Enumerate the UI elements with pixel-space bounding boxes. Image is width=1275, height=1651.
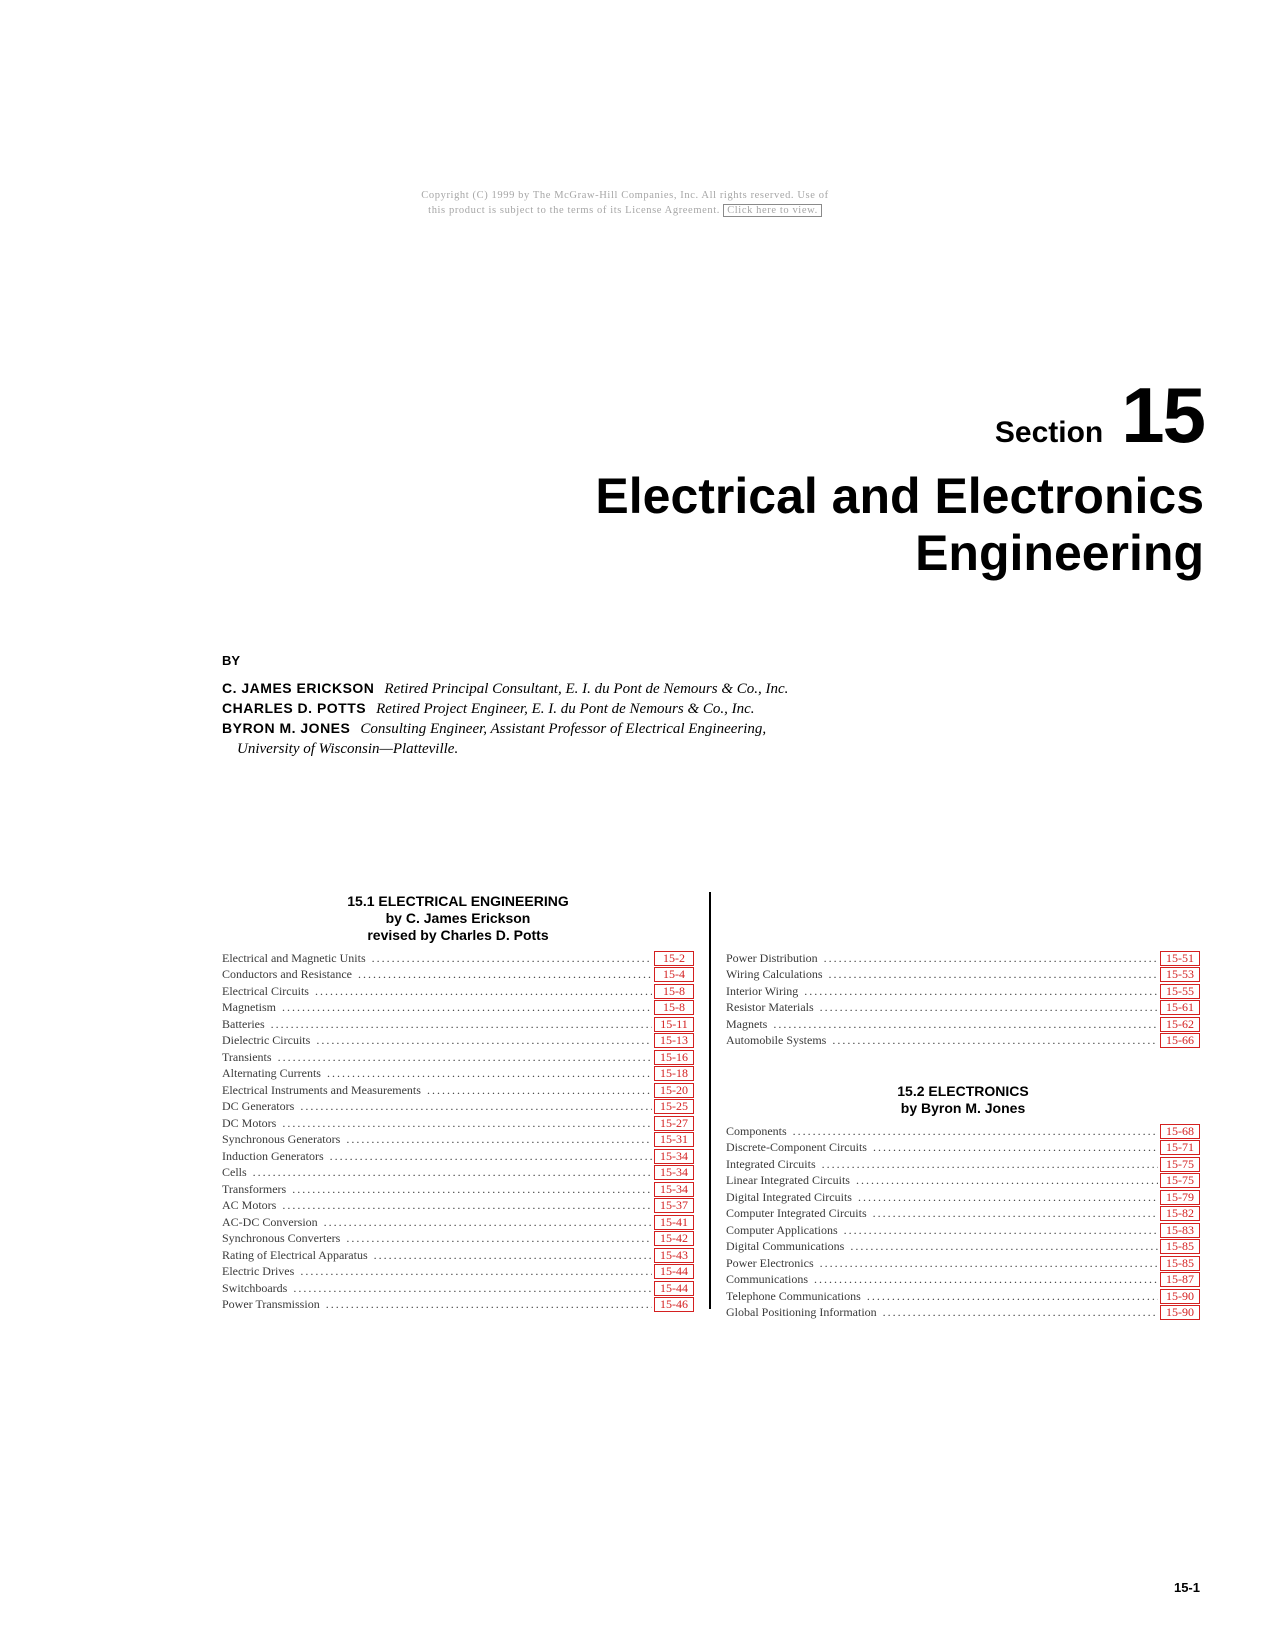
toc-dot-leader (873, 1140, 1158, 1155)
toc-dot-leader (822, 1157, 1158, 1172)
toc-dot-leader (315, 984, 652, 999)
toc-entry-label: Magnetism (222, 1000, 276, 1015)
toc-page-link[interactable]: 15-75 (1160, 1173, 1200, 1188)
toc-dot-leader (850, 1239, 1158, 1254)
toc-entry[interactable] (726, 1033, 1200, 1050)
toc-entry[interactable] (726, 1140, 1200, 1157)
toc-page-link[interactable]: 15-41 (654, 1215, 694, 1230)
toc-list (726, 1123, 1200, 1321)
toc-dot-leader (278, 1050, 652, 1065)
toc-entry-label: Transformers (222, 1181, 287, 1196)
toc-entry-label: Electrical Circuits (222, 983, 309, 998)
toc-dot-leader (324, 1215, 652, 1230)
toc-entry[interactable] (222, 1115, 694, 1132)
copyright-line-1: Copyright (C) 1999 by The McGraw-Hill Companies, Inc. All rights reserved. Use of (421, 190, 829, 201)
toc-entry-label: Electric Drives (222, 1264, 295, 1279)
toc-dot-leader (293, 1281, 652, 1296)
author-entry (222, 699, 922, 719)
toc-dot-leader (793, 1124, 1158, 1139)
toc-entry[interactable] (726, 983, 1200, 1000)
author-affiliation: Retired Principal Consultant, E. I. du Pont de Nemours & Co., Inc. (384, 681, 789, 697)
toc-entry-label: Switchboards (222, 1280, 288, 1295)
toc-dot-leader (824, 951, 1158, 966)
toc-dot-leader (358, 967, 652, 982)
section-title-line-1: Electrical and Electronics (595, 468, 1204, 524)
toc-dot-leader (330, 1149, 652, 1164)
toc-dot-leader (327, 1066, 652, 1081)
toc-entry-label: Global Positioning Information (726, 1305, 877, 1320)
copyright-line-2-text: this product is subject to the terms of its License Agreement. (428, 205, 720, 216)
toc-entry[interactable] (222, 1264, 694, 1281)
toc-entry-label: Electrical Instruments and Measurements (222, 1082, 421, 1097)
toc-entry[interactable] (222, 983, 694, 1000)
toc-entry-label: Cells (222, 1165, 247, 1180)
toc-dot-leader (282, 1116, 652, 1131)
toc-page-link[interactable]: 15-2 (654, 951, 694, 966)
toc-page-link[interactable]: 15-44 (654, 1264, 694, 1279)
toc-entry-label: Electrical and Magnetic Units (222, 950, 366, 965)
toc-section-heading (222, 893, 694, 944)
toc-dot-leader (856, 1173, 1158, 1188)
toc-entry-label: AC-DC Conversion (222, 1214, 318, 1229)
toc-dot-leader (820, 1256, 1158, 1271)
toc-page-link[interactable]: 15-4 (654, 967, 694, 982)
author-entry (222, 719, 922, 739)
toc-entry-label: Linear Integrated Circuits (726, 1173, 850, 1188)
section-title (595, 468, 1204, 582)
toc-entry[interactable] (726, 1255, 1200, 1272)
section-word: Section (994, 416, 1104, 449)
toc-entry-label: Power Electronics (726, 1255, 814, 1270)
toc-entry[interactable] (222, 1247, 694, 1264)
toc-dot-leader (271, 1017, 652, 1032)
toc-entry[interactable] (222, 1132, 694, 1149)
toc-page-link[interactable]: 15-68 (1160, 1124, 1200, 1139)
toc-entry[interactable] (222, 1198, 694, 1215)
toc-entry-label: Interior Wiring (726, 983, 799, 998)
toc-dot-leader (316, 1033, 652, 1048)
toc-page-link[interactable]: 15-85 (1160, 1239, 1200, 1254)
toc-page-link[interactable]: 15-34 (654, 1149, 694, 1164)
toc-page-link[interactable]: 15-79 (1160, 1190, 1200, 1205)
toc-dot-leader (858, 1190, 1158, 1205)
toc-entry[interactable] (726, 1189, 1200, 1206)
toc-entry-label: Magnets (726, 1016, 768, 1031)
toc-page-link[interactable]: 15-13 (654, 1033, 694, 1048)
toc-page-link[interactable]: 15-43 (654, 1248, 694, 1263)
toc-page-link[interactable]: 15-90 (1160, 1305, 1200, 1320)
toc-section-heading (726, 1083, 1200, 1117)
toc-entry[interactable] (222, 1165, 694, 1182)
section-number: 15 (1121, 371, 1204, 459)
toc-dot-leader (282, 1198, 652, 1213)
copyright-notice (300, 188, 950, 218)
toc-dot-leader (427, 1083, 652, 1098)
toc-list (222, 950, 694, 1313)
toc-entry[interactable] (726, 950, 1200, 967)
toc-page-link[interactable]: 15-82 (1160, 1206, 1200, 1221)
toc-dot-leader (814, 1272, 1158, 1287)
click-to-view-link[interactable]: Click here to view. (723, 204, 822, 217)
toc-entry-label: Telephone Communications (726, 1288, 861, 1303)
toc-dot-leader (873, 1206, 1158, 1221)
toc-entry[interactable] (726, 1206, 1200, 1223)
toc-entry[interactable] (222, 967, 694, 984)
author-affiliation: Consulting Engineer, Assistant Professor of Electrical Engineering, (360, 721, 767, 737)
toc-page-link[interactable]: 15-51 (1160, 951, 1200, 966)
toc-entry[interactable] (222, 1082, 694, 1099)
column-divider (709, 892, 711, 1309)
toc-dot-leader (804, 984, 1158, 999)
toc-page-link[interactable]: 15-66 (1160, 1033, 1200, 1048)
toc-entry[interactable] (726, 1272, 1200, 1289)
toc-entry-label: Power Transmission (222, 1297, 320, 1312)
toc-page-link[interactable]: 15-27 (654, 1116, 694, 1131)
toc-heading-title: 15.2 ELECTRONICS (897, 1083, 1029, 1099)
toc-dot-leader (300, 1264, 652, 1279)
toc-entry[interactable] (222, 1280, 694, 1297)
toc-page-link[interactable]: 15-85 (1160, 1256, 1200, 1271)
toc-entry[interactable] (222, 1033, 694, 1050)
by-label: BY (222, 653, 241, 668)
toc-entry-label: Digital Integrated Circuits (726, 1189, 852, 1204)
toc-page-link[interactable]: 15-53 (1160, 967, 1200, 982)
toc-page-link[interactable]: 15-8 (654, 984, 694, 999)
toc-page-link[interactable]: 15-83 (1160, 1223, 1200, 1238)
toc-page-link[interactable]: 15-87 (1160, 1272, 1200, 1287)
toc-entry-label: Dielectric Circuits (222, 1033, 311, 1048)
toc-page-link[interactable]: 15-25 (654, 1099, 694, 1114)
toc-entry-label: Computer Applications (726, 1222, 838, 1237)
toc-right-column (726, 950, 1200, 1321)
toc-entry-label: Communications (726, 1272, 808, 1287)
toc-page-link[interactable]: 15-31 (654, 1132, 694, 1147)
toc-entry-label: Integrated Circuits (726, 1156, 816, 1171)
toc-entry[interactable] (726, 1173, 1200, 1190)
toc-entry-label: Transients (222, 1049, 272, 1064)
toc-entry-label: Batteries (222, 1016, 265, 1031)
toc-entry[interactable] (726, 1016, 1200, 1033)
toc-entry-label: Rating of Electrical Apparatus (222, 1247, 368, 1262)
toc-entry[interactable] (726, 1000, 1200, 1017)
toc-entry-label: Synchronous Generators (222, 1132, 341, 1147)
author-affiliation: Retired Project Engineer, E. I. du Pont de Nemours & Co., Inc. (376, 701, 755, 717)
toc-entry[interactable] (726, 967, 1200, 984)
toc-dot-leader (832, 1033, 1158, 1048)
toc-page-link[interactable]: 15-75 (1160, 1157, 1200, 1172)
toc-heading-byline: by C. James Erickson (385, 910, 531, 926)
copyright-line-2 (300, 203, 950, 218)
toc-entry[interactable] (222, 1231, 694, 1248)
toc-dot-leader (374, 1248, 652, 1263)
toc-entry-label: DC Motors (222, 1115, 277, 1130)
toc-list-continued (726, 950, 1200, 1049)
author-affiliation-cont-text: University of Wisconsin—Platteville. (237, 741, 459, 757)
toc-heading-title: 15.1 ELECTRICAL ENGINEERING (347, 893, 569, 909)
toc-electrical-engineering (222, 893, 694, 1313)
toc-entry-label: AC Motors (222, 1198, 277, 1213)
toc-entry-label: Computer Integrated Circuits (726, 1206, 867, 1221)
toc-page-link[interactable]: 15-11 (654, 1017, 694, 1032)
toc-entry-label: Power Distribution (726, 950, 818, 965)
toc-entry[interactable] (222, 1181, 694, 1198)
toc-page-link[interactable]: 15-34 (654, 1182, 694, 1197)
toc-entry[interactable] (222, 1099, 694, 1116)
toc-entry-label: Synchronous Converters (222, 1231, 341, 1246)
toc-dot-leader (820, 1000, 1158, 1015)
toc-dot-leader (346, 1132, 652, 1147)
toc-page-link[interactable]: 15-46 (654, 1297, 694, 1312)
toc-entry[interactable] (726, 1239, 1200, 1256)
toc-dot-leader (844, 1223, 1158, 1238)
toc-entry-label: Induction Generators (222, 1148, 324, 1163)
toc-entry[interactable] (222, 1148, 694, 1165)
toc-entry-label: Automobile Systems (726, 1033, 827, 1048)
toc-page-link[interactable]: 15-90 (1160, 1289, 1200, 1304)
toc-page-link[interactable]: 15-16 (654, 1050, 694, 1065)
toc-entry[interactable] (726, 1288, 1200, 1305)
toc-entry[interactable] (222, 1214, 694, 1231)
toc-entry[interactable] (222, 1297, 694, 1314)
toc-dot-leader (282, 1000, 652, 1015)
toc-dot-leader (292, 1182, 652, 1197)
toc-page-link[interactable]: 15-34 (654, 1165, 694, 1180)
toc-page-link[interactable]: 15-8 (654, 1000, 694, 1015)
toc-dot-leader (867, 1289, 1158, 1304)
author-list (222, 679, 922, 759)
toc-dot-leader (372, 951, 652, 966)
toc-entry-label: Wiring Calculations (726, 967, 823, 982)
toc-dot-leader (346, 1231, 652, 1246)
toc-page-link[interactable]: 15-44 (654, 1281, 694, 1296)
toc-page-link[interactable]: 15-71 (1160, 1140, 1200, 1155)
toc-dot-leader (253, 1165, 652, 1180)
toc-entry-label: Alternating Currents (222, 1066, 321, 1081)
toc-entry-label: Conductors and Resistance (222, 967, 352, 982)
toc-page-link[interactable]: 15-37 (654, 1198, 694, 1213)
toc-entry[interactable] (726, 1156, 1200, 1173)
toc-dot-leader (773, 1017, 1158, 1032)
toc-page-link[interactable]: 15-62 (1160, 1017, 1200, 1032)
toc-entry[interactable] (222, 1066, 694, 1083)
toc-entry[interactable] (222, 950, 694, 967)
toc-dot-leader (883, 1305, 1158, 1320)
toc-page-link[interactable]: 15-55 (1160, 984, 1200, 999)
toc-entry[interactable] (222, 1016, 694, 1033)
toc-entry[interactable] (726, 1123, 1200, 1140)
toc-heading-byline: by Byron M. Jones (900, 1100, 1026, 1116)
author-name: BYRON M. JONES (222, 720, 351, 736)
toc-entry-label: Digital Communications (726, 1239, 845, 1254)
author-name: CHARLES D. POTTS (222, 700, 367, 716)
toc-heading-revised: revised by Charles D. Potts (367, 927, 549, 943)
section-heading (994, 371, 1204, 459)
author-affiliation-continued (222, 739, 922, 759)
toc-page-link[interactable]: 15-18 (654, 1066, 694, 1081)
toc-page-link[interactable]: 15-20 (654, 1083, 694, 1098)
toc-page-link[interactable]: 15-42 (654, 1231, 694, 1246)
toc-dot-leader (300, 1099, 652, 1114)
toc-entry-label: Components (726, 1123, 787, 1138)
author-entry (222, 679, 922, 699)
page-number: 15-1 (1173, 1580, 1200, 1595)
toc-dot-leader (829, 967, 1159, 982)
section-title-line-2: Engineering (915, 525, 1204, 581)
toc-dot-leader (326, 1297, 652, 1312)
toc-page-link[interactable]: 15-61 (1160, 1000, 1200, 1015)
toc-entry-label: Discrete-Component Circuits (726, 1140, 867, 1155)
toc-entry-label: Resistor Materials (726, 1000, 814, 1015)
toc-entry[interactable] (222, 1049, 694, 1066)
toc-entry[interactable] (726, 1222, 1200, 1239)
author-name: C. JAMES ERICKSON (222, 680, 375, 696)
toc-entry-label: DC Generators (222, 1099, 295, 1114)
toc-entry[interactable] (726, 1305, 1200, 1322)
toc-entry[interactable] (222, 1000, 694, 1017)
